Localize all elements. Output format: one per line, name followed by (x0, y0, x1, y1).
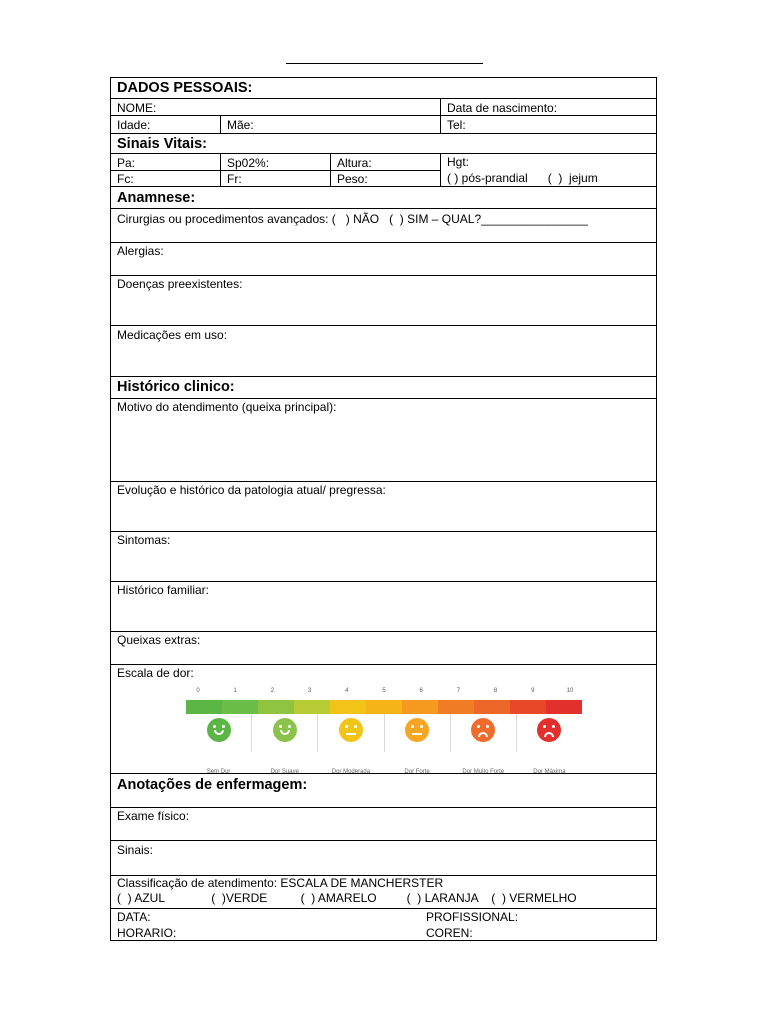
field-label: Hgt: (447, 155, 470, 169)
pain-number: 5 (382, 688, 386, 694)
field-nome[interactable] (111, 99, 440, 115)
field-fr[interactable] (220, 171, 330, 186)
section-title: Histórico clinico: (117, 379, 235, 395)
field-label: Idade: (117, 118, 151, 132)
pain-color-segment (438, 700, 474, 714)
field-doencas[interactable] (111, 276, 656, 326)
field-coren[interactable]: COREN: (426, 926, 473, 940)
section-historico (111, 377, 656, 399)
section-dados-pessoais (111, 78, 656, 99)
field-label: Motivo do atendimento (queixa principal): (117, 400, 337, 414)
row-idade (111, 116, 656, 134)
field-label: Classificação de atendimento: ESCALA DE MANCHERSTER (117, 876, 444, 890)
pain-color-segment (366, 700, 402, 714)
field-historico-familiar[interactable] (111, 582, 656, 632)
pain-color-segment (186, 700, 222, 714)
field-label: Histórico familiar: (117, 583, 210, 597)
field-label: Fr: (227, 172, 242, 186)
pain-face-slot (384, 714, 450, 775)
pain-face-slot (450, 714, 516, 775)
field-label: Escala de dor: (117, 666, 194, 680)
pain-number: 3 (307, 688, 312, 694)
field-label: Queixas extras: (117, 633, 201, 647)
field-label: Alergias: (117, 244, 164, 258)
field-queixas[interactable] (111, 632, 656, 665)
pain-color-segment (258, 700, 294, 714)
field-cirurgias[interactable] (111, 209, 656, 243)
field-horario[interactable]: HORARIO: (117, 926, 177, 940)
field-motivo[interactable] (111, 399, 656, 482)
row-vitais (111, 154, 656, 187)
section-title: Sinais Vitais: (117, 136, 207, 152)
hgt-options[interactable]: ( ) pós-prandial ( ) jejum (447, 171, 598, 185)
face-icon (537, 718, 561, 742)
pain-face-label: Dor Suave (270, 769, 299, 775)
section-sinais-vitais (111, 134, 656, 154)
field-label: Data de nascimento: (447, 101, 558, 115)
pain-face-label: Dor Máxima (533, 769, 566, 775)
face-icon (273, 718, 297, 742)
field-label: Sp02%: (227, 156, 270, 170)
pain-scale-figure (186, 687, 582, 775)
face-icon (471, 718, 495, 742)
pain-color-segment (510, 700, 546, 714)
row-nome (111, 99, 656, 116)
field-label: Tel: (447, 118, 466, 132)
header-signature-line (286, 63, 483, 64)
field-label: Cirurgias ou procedimentos avançados: ( ) NÃO ( ) SIM – QUAL?________________ (117, 212, 588, 226)
pain-color-segment (222, 700, 258, 714)
field-label: Peso: (337, 172, 368, 186)
field-label: Evolução e histórico da patologia atual/ pregressa: (117, 483, 386, 497)
field-label: Exame físico: (117, 809, 190, 823)
pain-number: 1 (233, 688, 237, 694)
field-evolucao[interactable] (111, 482, 656, 532)
field-label: Mãe: (227, 118, 254, 132)
section-title: DADOS PESSOAIS: (117, 80, 253, 96)
field-label: Fc: (117, 172, 134, 186)
field-label: Sinais: (117, 843, 154, 857)
field-label: Medicações em uso: (117, 328, 228, 342)
field-tel[interactable] (440, 116, 656, 133)
pain-face-slot (317, 714, 383, 775)
section-title: Anotações de enfermagem: (117, 777, 308, 793)
field-alergias[interactable] (111, 243, 656, 276)
nursing-form (110, 77, 657, 941)
pain-scale-color-bar (186, 700, 582, 714)
pain-face-slot (251, 714, 317, 775)
pain-face-label: Dor Forte (404, 769, 430, 775)
field-label: NOME: (117, 101, 157, 115)
pain-color-segment (546, 700, 582, 714)
field-idade[interactable] (111, 116, 220, 133)
section-title: Anamnese: (117, 190, 196, 206)
pain-number: 8 (493, 688, 498, 694)
field-sp02[interactable] (220, 154, 330, 171)
field-label: Altura: (337, 156, 372, 170)
field-sintomas[interactable] (111, 532, 656, 582)
pain-number: 4 (345, 688, 349, 694)
field-profissional[interactable]: PROFISSIONAL: (426, 910, 519, 924)
section-enfermagem (111, 774, 656, 808)
pain-scale-numbers (186, 687, 582, 695)
field-peso[interactable] (330, 171, 440, 186)
face-icon (339, 718, 363, 742)
field-pa[interactable] (111, 154, 220, 171)
field-label: Pa: (117, 156, 136, 170)
field-altura[interactable] (330, 154, 440, 171)
field-hgt[interactable] (440, 154, 656, 186)
pain-face-label: Dor Muito Forte (462, 769, 505, 775)
field-sinais[interactable] (111, 841, 656, 876)
pain-face-label: Sem Dor (206, 769, 231, 775)
pain-color-segment (330, 700, 366, 714)
field-label: Doenças preexistentes: (117, 277, 243, 291)
field-escala-dor (111, 665, 656, 774)
field-label: Sintomas: (117, 533, 171, 547)
pain-number: 0 (196, 688, 200, 694)
field-fc[interactable] (111, 171, 220, 186)
section-anamnese (111, 187, 656, 209)
field-data[interactable]: DATA: (117, 910, 151, 924)
field-data-nascimento[interactable] (440, 99, 656, 115)
face-icon (207, 718, 231, 742)
field-medicacoes[interactable] (111, 326, 656, 377)
field-mae[interactable] (220, 116, 440, 133)
field-exame-fisico[interactable] (111, 808, 656, 841)
manchester-options[interactable]: ( ) AZUL ( )VERDE ( ) AMARELO ( ) LARANJA ( ) VERMELHO (117, 891, 577, 905)
pain-face-slot (186, 714, 251, 775)
face-icon (405, 718, 429, 742)
pain-face-slot (516, 714, 582, 775)
pain-color-segment (294, 700, 330, 714)
pain-number: 6 (419, 688, 423, 694)
pain-number: 7 (456, 688, 461, 694)
pain-number: 10 (566, 688, 574, 694)
field-classificacao (111, 876, 656, 909)
pain-face-label: Dor Moderada (331, 769, 371, 775)
pain-number: 9 (531, 688, 535, 694)
pain-color-segment (402, 700, 438, 714)
pain-color-segment (474, 700, 510, 714)
pain-scale-faces (186, 714, 582, 775)
row-assinatura (111, 909, 656, 942)
pain-number: 2 (270, 688, 275, 694)
